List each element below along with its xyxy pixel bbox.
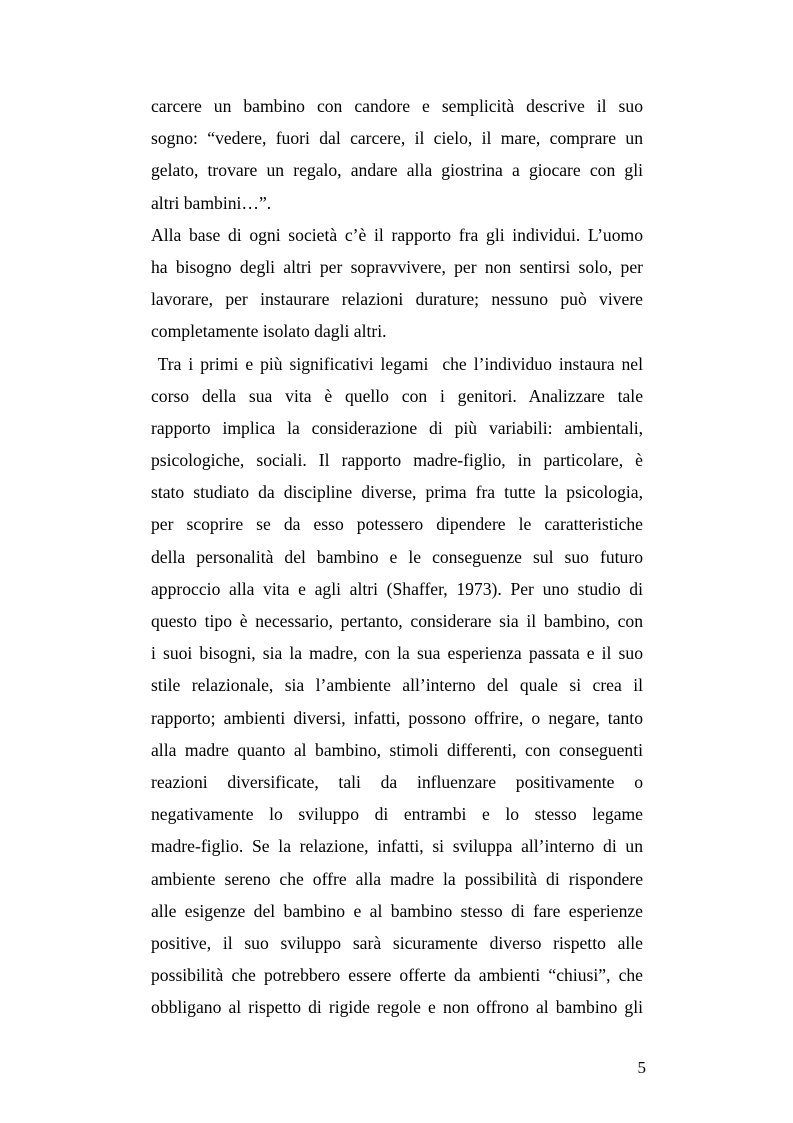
text-line: rapporto; ambienti diversi, infatti, possono offrire, o negare, tanto	[151, 707, 643, 728]
text-line: carcere un bambino con candore e semplicità descrive il suo	[151, 96, 643, 116]
text-line: stato studiato da discipline diverse, prima fra tutte la psicologia,	[151, 482, 643, 503]
text-line: ambiente sereno che offre alla madre la possibilità di rispondere	[151, 868, 643, 889]
text-line: approccio alla vita e agli altri (Shaffer, 1973). Per uno studio di	[151, 578, 643, 599]
text-line: reazioni diversificate, tali da influenzare positivamente o	[151, 771, 643, 792]
text-line: i suoi bisogni, sia la madre, con la sua esperienza passata e il suo	[151, 643, 643, 664]
text-line: della personalità del bambino e le conseguenze sul suo futuro	[151, 546, 643, 567]
text-line: stile relazionale, sia l’ambiente all’interno del quale si crea il	[151, 675, 643, 696]
text-line: per scoprire se da esso potessero dipendere le caratteristiche	[151, 514, 643, 535]
text-line: ha bisogno degli altri per sopravvivere, per non sentirsi solo, per	[151, 256, 643, 277]
text-line: corso della sua vita è quello con i genitori. Analizzare tale	[151, 385, 643, 406]
text-line: Tra i primi e più significativi legami che l’individuo instaura nel	[151, 353, 643, 374]
text-line: obbligano al rispetto di rigide regole e non offrono al bambino gli	[151, 997, 643, 1018]
text-line: questo tipo è necessario, pertanto, considerare sia il bambino, con	[151, 611, 643, 631]
text-line: alle esigenze del bambino e al bambino stesso di fare esperienze	[151, 900, 643, 921]
text-line: alla madre quanto al bambino, stimoli differenti, con conseguenti	[151, 739, 643, 760]
text-line: rapporto implica la considerazione di più variabili: ambientali,	[151, 417, 643, 438]
text-line: Alla base di ogni società c’è il rapporto fra gli individui. L’uomo	[151, 224, 643, 245]
text-line: gelato, trovare un regalo, andare alla giostrina a giocare con gli	[151, 160, 643, 181]
body-text	[151, 90, 643, 1023]
text-line: lavorare, per instaurare relazioni durature; nessuno può vivere	[151, 289, 643, 310]
page-number: 5	[637, 1058, 646, 1077]
text-line: psicologiche, sociali. Il rapporto madre-figlio, in particolare, è	[151, 450, 643, 471]
text-line: possibilità che potrebbero essere offerte da ambienti “chiusi”, che	[151, 965, 643, 986]
text-line: altri bambini…”.	[151, 192, 272, 213]
text-line: positive, il suo sviluppo sarà sicuramente diverso rispetto alle	[151, 932, 643, 953]
text-line: madre-figlio. Se la relazione, infatti, si sviluppa all’interno di un	[151, 836, 643, 857]
text-line: completamente isolato dagli altri.	[151, 321, 387, 342]
text-line: negativamente lo sviluppo di entrambi e lo stesso legame	[151, 804, 643, 825]
text-line: sogno: “vedere, fuori dal carcere, il cielo, il mare, comprare un	[151, 128, 643, 149]
